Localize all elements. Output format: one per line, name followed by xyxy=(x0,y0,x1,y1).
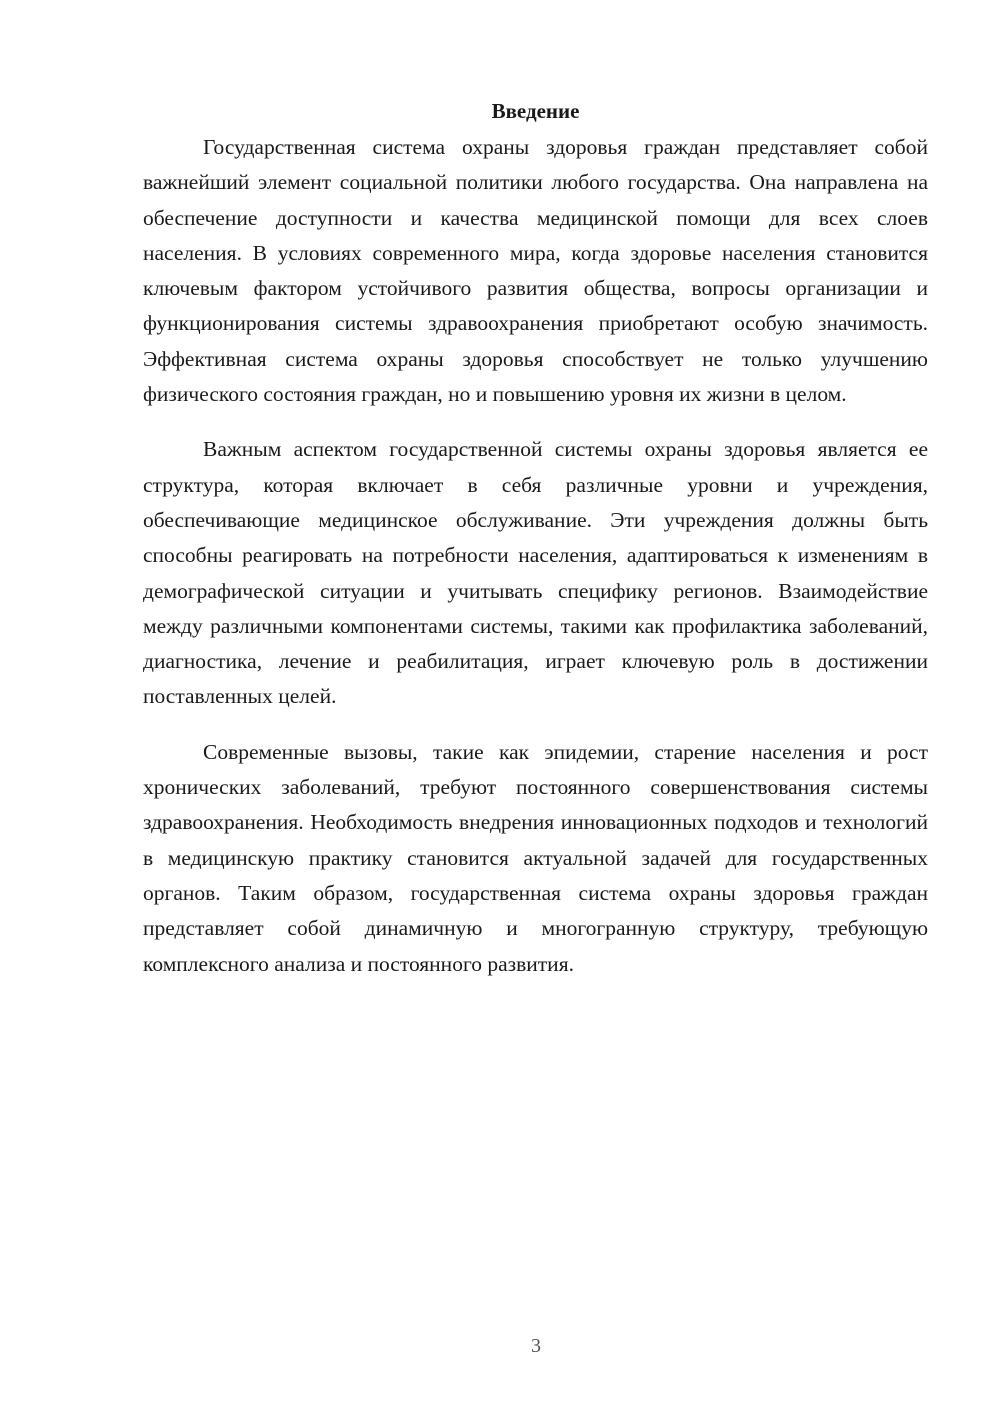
page-number: 3 xyxy=(531,1335,541,1357)
paragraph: Важным аспектом государственной системы охраны здоровья является ее структура, которая включает в себя различные уровни и учреждения, обеспечивающие медицинское обслуживание. Эти учреждения должны быть способны реагировать на потребности населения, адаптироваться к изменениям в демографической ситуации и учитывать специфику регионов. Взаимодействие между различными компонентами системы, такими как профилактика заболеваний, диагностика, лечение и реабилитация, играет ключевую роль в достижении поставленных целей. xyxy=(143,437,928,709)
section-heading: Введение xyxy=(491,99,580,123)
paragraph: Государственная система охраны здоровья граждан представляет собой важнейший элемент социальной политики любого государства. Она направлена на обеспечение доступности и качества медицинской помощи для всех слоев населения. В условиях современного мира, когда здоровье населения становится ключевым фактором устойчивого развития общества, вопросы организации и функционирования системы здравоохранения приобретают особую значимость. Эффективная система охраны здоровья способствует не только улучшению физического состояния граждан, но и повышению уровня их жизни в целом. xyxy=(143,135,928,407)
page-body xyxy=(143,96,928,1002)
paragraph: Современные вызовы, такие как эпидемии, старение населения и рост хронических заболеваний, требуют постоянного совершенствования системы здравоохранения. Необходимость внедрения инновационных подходов и технологий в медицинскую практику становится актуальной задачей для государственных органов. Таким образом, государственная система охраны здоровья граждан представляет собой динамичную и многогранную структуру, требующую комплексного анализа и постоянного развития. xyxy=(143,739,928,976)
